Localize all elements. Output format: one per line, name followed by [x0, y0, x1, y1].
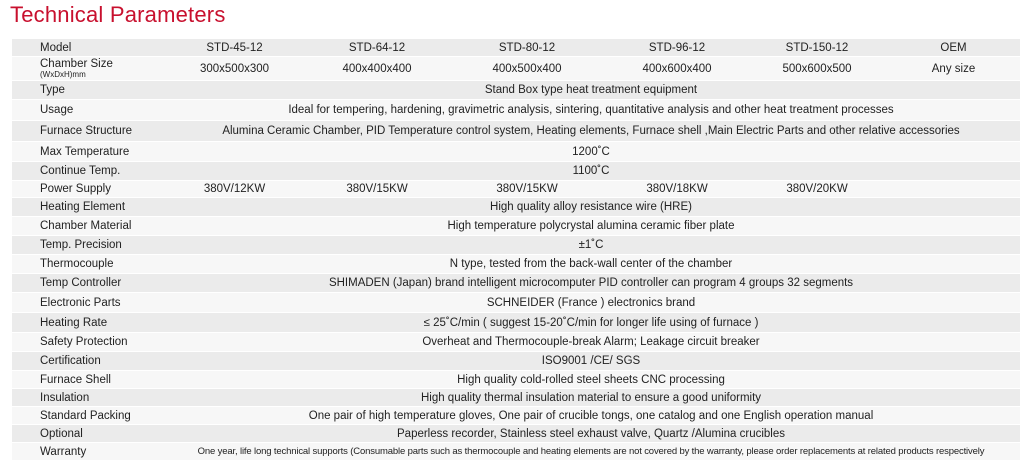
table-row-heating-rate	[12, 313, 1020, 333]
table-row-model	[12, 39, 1020, 57]
table-row-thermocouple	[12, 255, 1020, 274]
chamber-size-cell: Any size	[887, 57, 1020, 81]
chamber-size-cell: 400x400x400	[307, 57, 447, 81]
furnace-structure-value: Alumina Ceramic Chamber, PID Temperature control system, Heating elements, Furnace shell ,Main Electric Parts and other relative accessories	[162, 121, 1020, 142]
chamber-size-cell: 300x500x300	[162, 57, 307, 81]
table-row-insulation	[12, 389, 1020, 407]
row-label-max-temperature: Max Temperature	[12, 142, 162, 162]
chamber-size-cell: 500x600x500	[747, 57, 887, 81]
heating-element-value: High quality alloy resistance wire (HRE)	[162, 198, 1020, 217]
table-row-power-supply	[12, 181, 1020, 198]
row-label-chamber-size	[12, 57, 162, 81]
continue-temp-value: 1100˚C	[162, 162, 1020, 181]
chamber-size-cell: 400x500x400	[447, 57, 607, 81]
table-row-certification	[12, 352, 1020, 371]
chamber-material-value: High temperature polycrystal alumina ceramic fiber plate	[162, 217, 1020, 236]
row-label-thermocouple: Thermocouple	[12, 255, 162, 274]
insulation-value: High quality thermal insulation material to ensure a good uniformity	[162, 389, 1020, 407]
model-cell: STD-80-12	[447, 39, 607, 57]
power-supply-cell: 380V/15KW	[447, 181, 607, 198]
model-cell: STD-45-12	[162, 39, 307, 57]
max-temperature-value: 1200˚C	[162, 142, 1020, 162]
temp-precision-value: ±1˚C	[162, 236, 1020, 255]
thermocouple-value: N type, tested from the back-wall center of the chamber	[162, 255, 1020, 274]
electronic-parts-value: SCHNEIDER (France ) electronics brand	[162, 293, 1020, 313]
certification-value: ISO9001 /CE/ SGS	[162, 352, 1020, 371]
row-label-certification: Certification	[12, 352, 162, 371]
table-row-warranty	[12, 443, 1020, 461]
table-row-safety-protection	[12, 333, 1020, 352]
row-label-furnace-structure: Furnace Structure	[12, 121, 162, 142]
chamber-size-cell: 400x600x400	[607, 57, 747, 81]
chamber-size-sublabel: (WxDxH)mm	[40, 70, 86, 79]
page-title: Technical Parameters	[10, 2, 226, 27]
row-label-model: Model	[12, 39, 162, 57]
row-label-chamber-material: Chamber Material	[12, 217, 162, 236]
row-label-temp-controller: Temp Controller	[12, 274, 162, 293]
row-label-heating-element: Heating Element	[12, 198, 162, 217]
model-cell: STD-96-12	[607, 39, 747, 57]
table-row-heating-element	[12, 198, 1020, 217]
table-row-standard-packing	[12, 407, 1020, 425]
power-supply-cell: 380V/12KW	[162, 181, 307, 198]
power-supply-cell: 380V/20KW	[747, 181, 887, 198]
warranty-value: One year, life long technical supports (Consumable parts such as thermocouple and heating elements are not covered by the warranty, please order replacements at related products respectively	[162, 443, 1020, 461]
technical-parameters-table	[12, 38, 1020, 461]
table-row-optional	[12, 425, 1020, 443]
table-row-furnace-structure	[12, 121, 1020, 142]
table-row-max-temperature	[12, 142, 1020, 162]
chamber-size-label: Chamber Size	[40, 58, 113, 70]
safety-protection-value: Overheat and Thermocouple-break Alarm; Leakage circuit breaker	[162, 333, 1020, 352]
row-label-temp-precision: Temp. Precision	[12, 236, 162, 255]
row-label-furnace-shell: Furnace Shell	[12, 371, 162, 389]
temp-controller-value: SHIMADEN (Japan) brand intelligent microcomputer PID controller can program 4 groups 32 segments	[162, 274, 1020, 293]
table-row-temp-precision	[12, 236, 1020, 255]
furnace-shell-value: High quality cold-rolled steel sheets CNC processing	[162, 371, 1020, 389]
usage-value: Ideal for tempering, hardening, gravimetric analysis, sintering, quantitative analysis and other heat treatment processes	[162, 100, 1020, 121]
row-label-optional: Optional	[12, 425, 162, 443]
table-row-electronic-parts	[12, 293, 1020, 313]
power-supply-cell: 380V/18KW	[607, 181, 747, 198]
row-label-usage: Usage	[12, 100, 162, 121]
table-row-continue-temp	[12, 162, 1020, 181]
standard-packing-value: One pair of high temperature gloves, One pair of crucible tongs, one catalog and one English operation manual	[162, 407, 1020, 425]
row-label-power-supply: Power Supply	[12, 181, 162, 198]
type-value: Stand Box type heat treatment equipment	[162, 81, 1020, 100]
row-label-insulation: Insulation	[12, 389, 162, 407]
row-label-warranty: Warranty	[12, 443, 162, 461]
power-supply-cell	[887, 181, 1020, 198]
model-cell: STD-64-12	[307, 39, 447, 57]
table-row-usage	[12, 100, 1020, 121]
optional-value: Paperless recorder, Stainless steel exhaust valve, Quartz /Alumina crucibles	[162, 425, 1020, 443]
table-row-type	[12, 81, 1020, 100]
power-supply-cell: 380V/15KW	[307, 181, 447, 198]
model-cell: STD-150-12	[747, 39, 887, 57]
row-label-safety-protection: Safety Protection	[12, 333, 162, 352]
heating-rate-value: ≤ 25˚C/min ( suggest 15-20˚C/min for longer life using of furnace )	[162, 313, 1020, 333]
row-label-electronic-parts: Electronic Parts	[12, 293, 162, 313]
row-label-standard-packing: Standard Packing	[12, 407, 162, 425]
row-label-type: Type	[12, 81, 162, 100]
table-row-chamber-material	[12, 217, 1020, 236]
model-cell: OEM	[887, 39, 1020, 57]
table-row-temp-controller	[12, 274, 1020, 293]
table-row-furnace-shell	[12, 371, 1020, 389]
table-row-chamber-size	[12, 57, 1020, 81]
row-label-continue-temp: Continue Temp.	[12, 162, 162, 181]
row-label-heating-rate: Heating Rate	[12, 313, 162, 333]
